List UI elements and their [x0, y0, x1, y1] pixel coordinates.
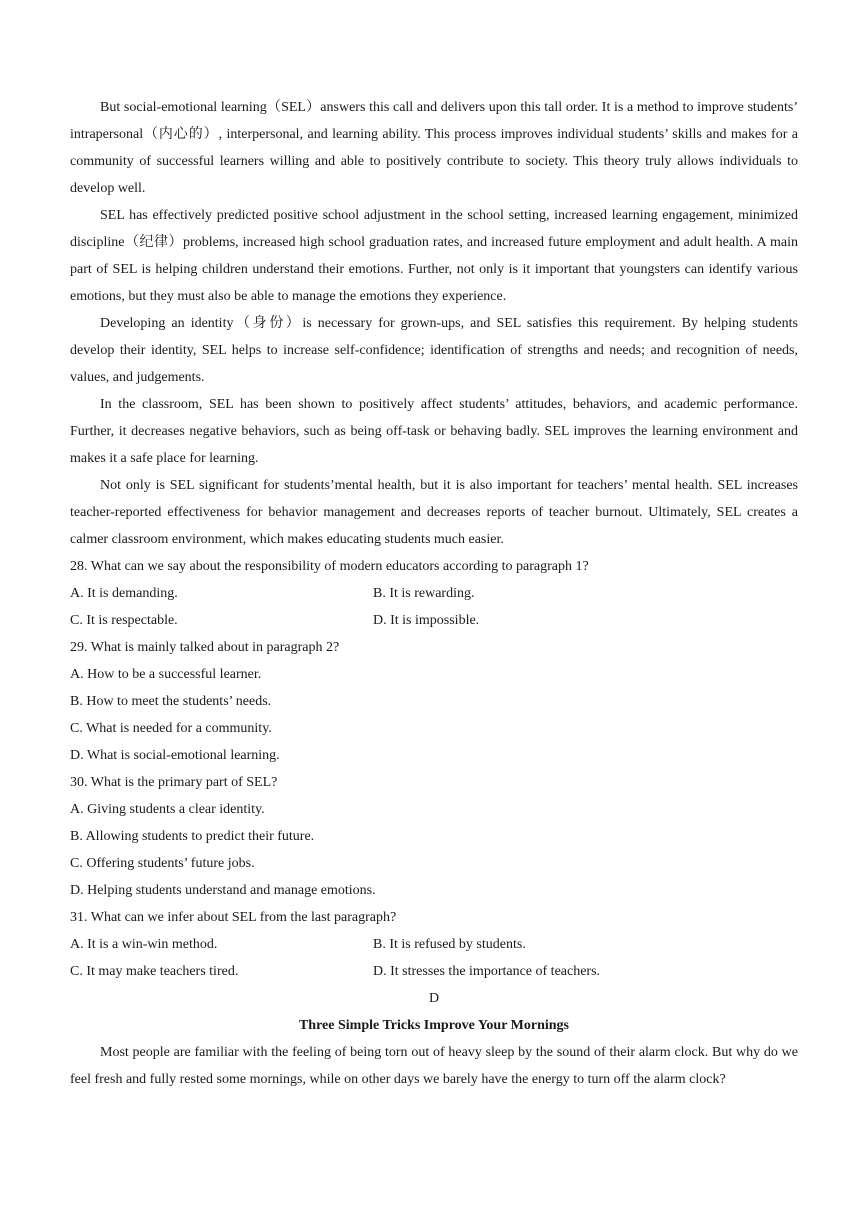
question-30-option-d: D. Helping students understand and manage emotions. — [70, 883, 376, 898]
passage-c-paragraph-5: Not only is SEL significant for students’mental health, but it is also important for teachers’ mental health. SEL increases teacher-reported effectiveness for behavior management and decreases reports of teacher burnout. Ultimately, SEL creates a calmer classroom environment, which makes educating students much easier. — [70, 478, 798, 547]
question-31-stem: 31. What can we infer about SEL from the last paragraph? — [70, 910, 397, 925]
question-30-option-a: A. Giving students a clear identity. — [70, 802, 265, 817]
question-29-option-a: A. How to be a successful learner. — [70, 667, 262, 682]
passage-c-paragraph-2: SEL has effectively predicted positive school adjustment in the school setting, increased learning engagement, minimized discipline（纪律）problems, increased high school graduation rates, and increased future employment and adult health. A main part of SEL is helping children understand their emotions. Further, not only is it important that youngsters can identify various emotions, but they must also be able to manage the emotions they experience. — [70, 208, 798, 304]
question-28-option-c: C. It is respectable. — [70, 613, 178, 628]
question-28-options-row-1 — [70, 580, 798, 607]
passage-title: Three Simple Tricks Improve Your Mornings — [298, 1018, 570, 1033]
question-31-option-c: C. It may make teachers tired. — [70, 964, 239, 979]
document-page — [70, 94, 798, 1093]
question-31-option-a: A. It is a win-win method. — [70, 937, 218, 952]
question-31-option-b: B. It is refused by students. — [373, 937, 526, 952]
passage-c-paragraph-3: Developing an identity（身份）is necessary for grown-ups, and SEL satisfies this requirement. By helping students develop their identity, SEL helps to increase self-confidence; identification of strengths and needs; and recognition of needs, values, and judgements. — [70, 316, 798, 385]
question-30-stem: 30. What is the primary part of SEL? — [70, 775, 278, 790]
question-30-option-b: B. Allowing students to predict their future. — [70, 829, 315, 844]
question-29-option-c: C. What is needed for a community. — [70, 721, 272, 736]
question-29-option-d: D. What is social-emotional learning. — [70, 748, 280, 763]
question-31-options-row-2 — [70, 958, 798, 985]
section-letter: D — [428, 991, 440, 1006]
question-28-stem: 28. What can we say about the responsibility of modern educators according to paragraph 1? — [70, 559, 589, 574]
passage-d-paragraph-1: Most people are familiar with the feeling of being torn out of heavy sleep by the sound of their alarm clock. But why do we feel fresh and fully rested some mornings, while on other days we barely have the energy to turn off the alarm clock? — [70, 1045, 798, 1087]
passage-c-paragraph-4: In the classroom, SEL has been shown to positively affect students’ attitudes, behaviors, and academic performance. Further, it decreases negative behaviors, such as being off-task or behaving badly. SEL improves the learning environment and makes it a safe place for learning. — [70, 397, 798, 466]
passage-c-paragraph-1: But social-emotional learning（SEL）answers this call and delivers upon this tall order. It is a method to improve students’ intrapersonal（内心的）, interpersonal, and learning ability. This process improves individual students’ skills and makes for a community of successful learners willing and able to positively contribute to society. This theory truly allows individuals to develop well. — [70, 100, 798, 196]
question-29-option-b: B. How to meet the students’ needs. — [70, 694, 272, 709]
question-30-option-c: C. Offering students’ future jobs. — [70, 856, 255, 871]
question-31-options-row-1 — [70, 931, 798, 958]
question-28-option-d: D. It is impossible. — [373, 613, 480, 628]
question-28-option-a: A. It is demanding. — [70, 586, 178, 601]
question-31-option-d: D. It stresses the importance of teachers. — [373, 964, 601, 979]
question-29-stem: 29. What is mainly talked about in paragraph 2? — [70, 640, 340, 655]
question-28-options-row-2 — [70, 607, 798, 634]
question-28-option-b: B. It is rewarding. — [373, 586, 475, 601]
